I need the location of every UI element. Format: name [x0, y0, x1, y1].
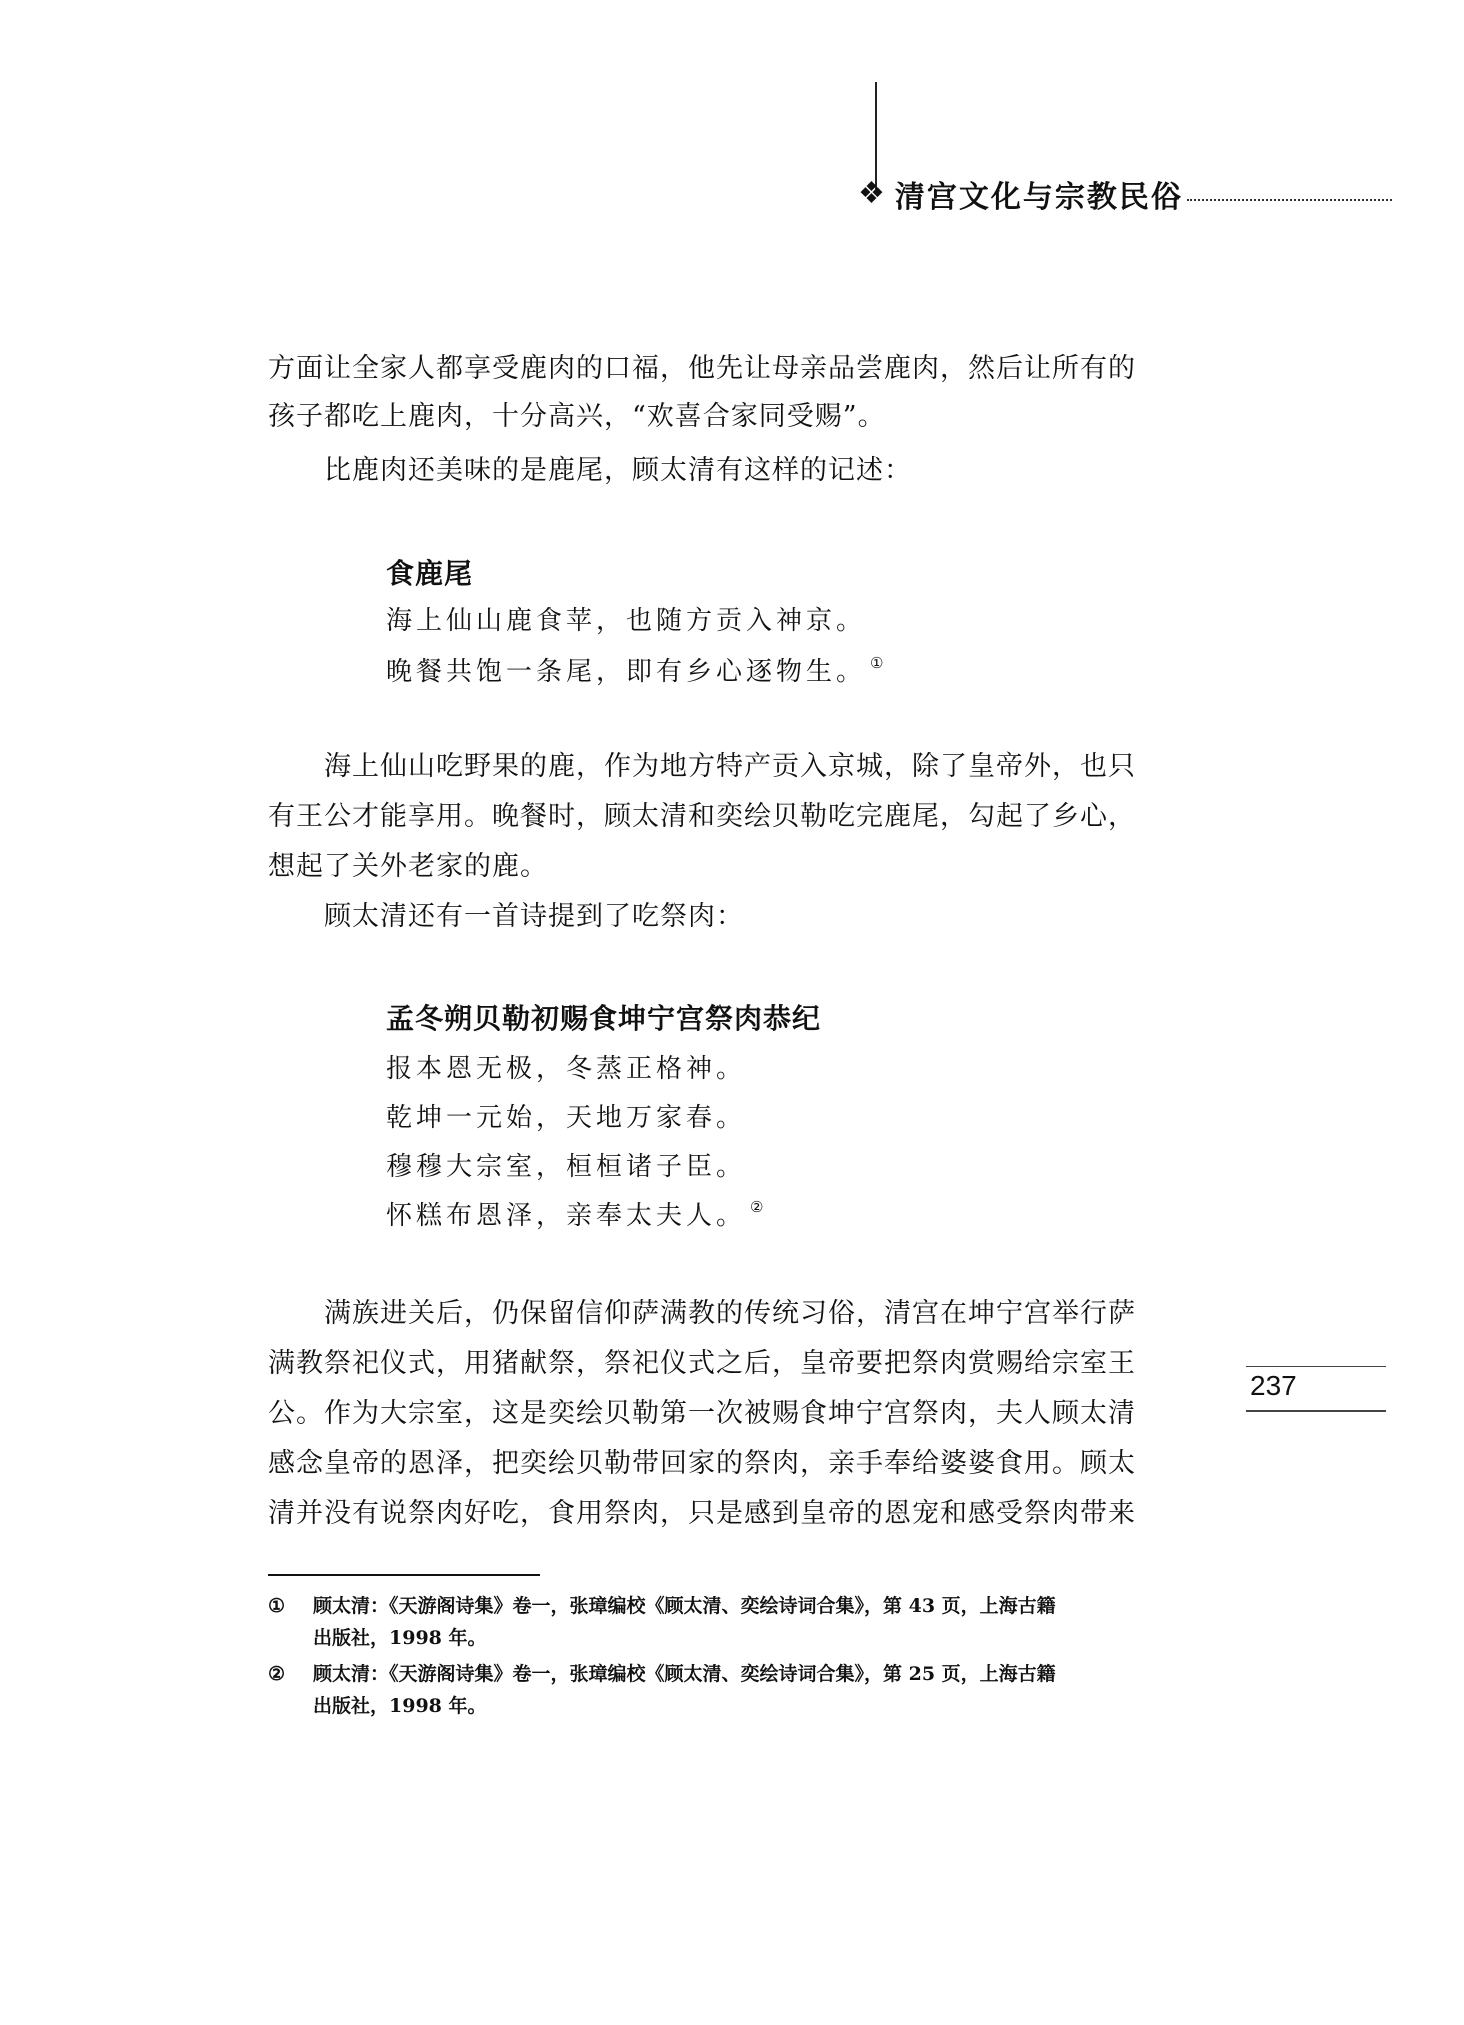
paragraph-5-line-5: 清并没有说祭肉好吃，食用祭肉，只是感到皇帝的恩宠和感受祭肉带来 [268, 1498, 1136, 1529]
footnote-1-mark: ① [268, 1595, 286, 1617]
poem-2-line-4-text: 怀糕布恩泽，亲奉太夫人。 [386, 1201, 747, 1231]
poem-1-line-1: 海上仙山鹿食苹，也随方贡入神京。 [386, 606, 867, 636]
poem-2-line-1: 报本恩无极，冬蒸正格神。 [386, 1054, 747, 1084]
running-header-title: 清宫文化与宗教民俗 [894, 180, 1183, 215]
paragraph-5-line-1: 满族进关后，仍保留信仰萨满教的传统习俗，清宫在坤宁宫举行萨 [324, 1298, 1136, 1329]
footnote-1-text [313, 1590, 1180, 1654]
poem-2-title: 孟冬朔贝勒初赐食坤宁宫祭肉恭纪 [386, 1002, 822, 1035]
footnote-ref-1[interactable]: ① [870, 654, 884, 672]
paragraph-5-line-4: 感念皇帝的恩泽，把奕绘贝勒带回家的祭肉，亲手奉给婆婆食用。顾太 [268, 1448, 1136, 1479]
header-dotted-rule [1187, 199, 1392, 201]
footnote-ref-2[interactable]: ② [750, 1198, 764, 1216]
paragraph-3-line-1: 海上仙山吃野果的鹿，作为地方特产贡入京城，除了皇帝外，也只 [324, 751, 1136, 782]
paragraph-5-line-3: 公。作为大宗室，这是奕绘贝勒第一次被赐食坤宁宫祭肉，夫人顾太清 [268, 1398, 1136, 1429]
paragraph-1-line-2: 孩子都吃上鹿肉，十分高兴，“欢喜合家同受赐”。 [268, 401, 886, 432]
footnote-2-line-2: 出版社，1998 年。 [313, 1695, 487, 1717]
poem-1-line-2 [386, 651, 883, 688]
footnote-2-mark: ② [268, 1663, 286, 1685]
running-header [858, 172, 1392, 216]
paragraph-3-line-3: 想起了关外老家的鹿。 [268, 851, 548, 882]
footnote-2-line-1: 顾太清：《天游阁诗集》卷一，张璋编校《顾太清、奕绘诗词合集》，第 25 页，上海古籍 [313, 1663, 1056, 1685]
poem-1-title: 食鹿尾 [386, 557, 474, 590]
footnote-1 [268, 1590, 1180, 1654]
poem-2-line-3: 穆穆大宗室，桓桓诸子臣。 [386, 1152, 747, 1182]
poem-2-line-4 [386, 1195, 763, 1232]
poem-1-line-2-text: 晚餐共饱一条尾，即有乡心逐物生。 [386, 657, 867, 687]
footnote-1-line-2: 出版社，1998 年。 [313, 1627, 487, 1649]
footnote-1-line-1: 顾太清：《天游阁诗集》卷一，张璋编校《顾太清、奕绘诗词合集》，第 43 页，上海古籍 [313, 1595, 1056, 1617]
footnote-2 [268, 1658, 1180, 1722]
paragraph-4: 顾太清还有一首诗提到了吃祭肉： [324, 901, 744, 932]
paragraph-5-line-2: 满教祭祀仪式，用猪献祭，祭祀仪式之后，皇帝要把祭肉赏赐给宗室王 [268, 1348, 1136, 1379]
paragraph-3-line-2: 有王公才能享用。晚餐时，顾太清和奕绘贝勒吃完鹿尾，勾起了乡心， [268, 801, 1136, 832]
footnote-2-text [313, 1658, 1180, 1722]
page-number-bottom-rule [1246, 1410, 1386, 1412]
diamond-cluster-icon: ❖ [858, 176, 885, 211]
paragraph-1-line-1: 方面让全家人都享受鹿肉的口福，他先让母亲品尝鹿肉，然后让所有的 [268, 353, 1136, 384]
page-number: 237 [1250, 1370, 1297, 1401]
page-number-top-rule [1246, 1366, 1386, 1367]
footnote-separator [268, 1574, 540, 1576]
paragraph-2: 比鹿肉还美味的是鹿尾，顾太清有这样的记述： [324, 455, 912, 486]
poem-2-line-2: 乾坤一元始，天地万家春。 [386, 1103, 747, 1133]
